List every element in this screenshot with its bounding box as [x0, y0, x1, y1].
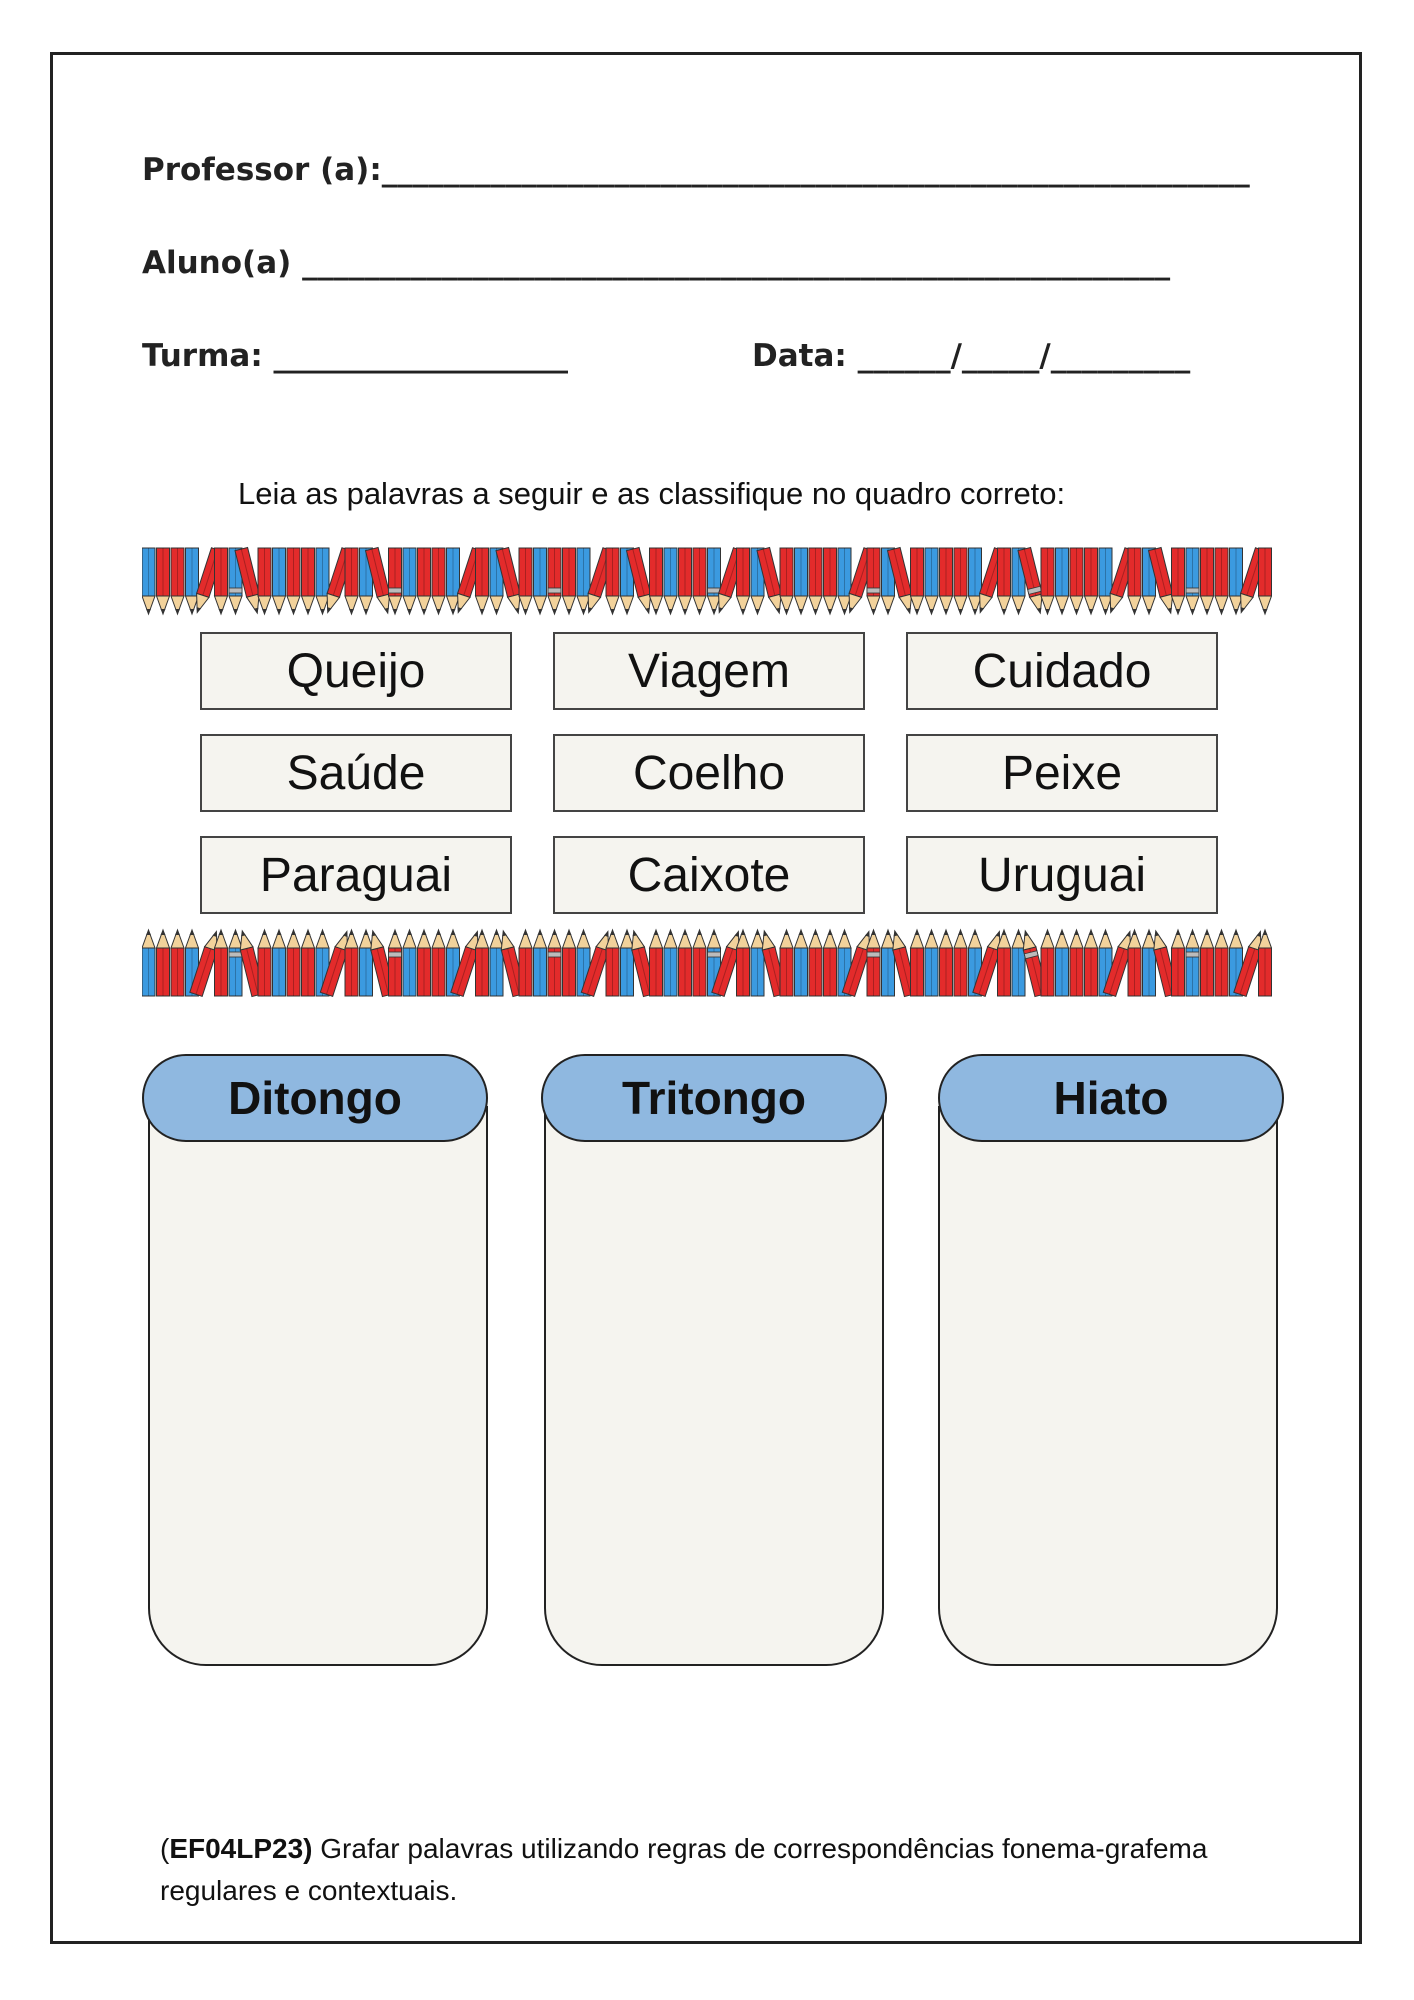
student-field[interactable]: Aluno(a) ________________________________________________________	[142, 245, 1171, 281]
pencil-icon	[664, 548, 677, 614]
pencil-icon	[519, 548, 532, 614]
pencil-icon	[563, 930, 576, 996]
skill-footnote	[160, 1828, 1280, 1912]
word-card[interactable]: Cuidado	[906, 632, 1218, 710]
pencil-icon	[258, 930, 271, 996]
pencil-icon	[142, 548, 155, 614]
pencil-icon	[1143, 930, 1156, 996]
pencil-icon	[679, 930, 692, 996]
pencil-icon	[650, 548, 663, 614]
pencil-icon	[954, 548, 967, 614]
pencil-icon	[171, 930, 184, 996]
class-field[interactable]: Turma: ___________________	[142, 338, 569, 374]
pencil-icon	[548, 548, 561, 614]
word-card[interactable]: Peixe	[906, 734, 1218, 812]
pencil-icon	[1201, 930, 1214, 996]
pencil-icon	[418, 548, 431, 614]
pencil-icon	[360, 930, 373, 996]
pencil-icon	[1041, 548, 1054, 614]
pencil-icon	[389, 930, 402, 996]
pencil-icon	[563, 548, 576, 614]
pencil-icon	[345, 548, 358, 614]
pencil-icon	[1186, 930, 1199, 996]
pencil-icon	[389, 548, 402, 614]
pencil-icon	[1070, 548, 1083, 614]
pencil-icon	[534, 548, 547, 614]
pencil-icon	[1056, 930, 1069, 996]
pencil-icon	[809, 548, 822, 614]
pencil-icon	[911, 548, 924, 614]
pencil-icon	[824, 548, 837, 614]
pencil-icon	[287, 930, 300, 996]
pencil-icon	[795, 930, 808, 996]
pencil-icon	[795, 548, 808, 614]
pencil-icon	[940, 930, 953, 996]
pencil-icon	[751, 930, 764, 996]
pencil-icon	[1085, 548, 1098, 614]
pencil-icon	[1215, 548, 1228, 614]
pencil-icon	[229, 930, 242, 996]
pencil-icon	[403, 930, 416, 996]
pencil-icon	[679, 548, 692, 614]
pencil-icon	[940, 548, 953, 614]
date-field[interactable]: Data: ______/_____/_________	[752, 338, 1191, 374]
pencil-icon	[1128, 548, 1141, 614]
word-card[interactable]: Viagem	[553, 632, 865, 710]
pencil-icon	[882, 930, 895, 996]
pencil-icon	[1215, 930, 1228, 996]
pencil-icon	[171, 548, 184, 614]
pencil-icon	[490, 930, 503, 996]
pencil-icon	[650, 930, 663, 996]
pencil-icon	[302, 548, 315, 614]
pencil-border-bottom	[142, 922, 1272, 1002]
pencil-icon	[1172, 548, 1185, 614]
pencil-icon	[1070, 930, 1083, 996]
pencil-icon	[621, 930, 634, 996]
pencil-icon	[925, 548, 938, 614]
pencil-icon	[911, 930, 924, 996]
pencil-icon	[867, 548, 880, 614]
pencil-icon	[215, 548, 228, 614]
pencil-icon	[1186, 548, 1199, 614]
hiato-answer-box[interactable]	[938, 1106, 1278, 1666]
pencil-icon	[302, 930, 315, 996]
pencil-icon	[476, 548, 489, 614]
pencil-icon	[1041, 930, 1054, 996]
skill-description: Grafar palavras utilizando regras de correspondências fonema-grafema regulares e contextuais.	[160, 1833, 1208, 1906]
pencil-icon	[273, 930, 286, 996]
tritongo-answer-box[interactable]	[544, 1106, 884, 1666]
pencil-icon	[1172, 930, 1185, 996]
pencil-icon	[824, 930, 837, 996]
pencil-border-top	[142, 544, 1272, 624]
word-card[interactable]: Uruguai	[906, 836, 1218, 914]
pencil-icon	[606, 548, 619, 614]
pencil-icon	[432, 548, 445, 614]
pencil-icon	[142, 930, 155, 996]
pencil-icon	[998, 548, 1011, 614]
pencil-icon	[1056, 548, 1069, 614]
pencil-icon	[273, 548, 286, 614]
pencil-icon	[157, 930, 170, 996]
ditongo-header: Ditongo	[142, 1054, 488, 1142]
pencil-icon	[258, 548, 271, 614]
pencil-icon	[432, 930, 445, 996]
word-card[interactable]: Paraguai	[200, 836, 512, 914]
pencil-icon	[780, 548, 793, 614]
pencil-icon	[693, 930, 706, 996]
pencil-icon	[287, 548, 300, 614]
pencil-icon	[1259, 548, 1272, 614]
pencil-icon	[954, 930, 967, 996]
hiato-header: Hiato	[938, 1054, 1284, 1142]
pencil-icon	[403, 548, 416, 614]
pencil-icon	[809, 930, 822, 996]
word-card[interactable]: Saúde	[200, 734, 512, 812]
pencil-icon	[664, 930, 677, 996]
pencil-icon	[780, 930, 793, 996]
pencil-icon	[1085, 930, 1098, 996]
pencil-icon	[737, 548, 750, 614]
instruction-text: Leia as palavras a seguir e as classifique no quadro correto:	[238, 476, 1066, 511]
pencil-icon	[519, 930, 532, 996]
tritongo-header: Tritongo	[541, 1054, 887, 1142]
pencil-icon	[534, 930, 547, 996]
pencil-icon	[693, 548, 706, 614]
ditongo-answer-box[interactable]	[148, 1106, 488, 1666]
pencil-icon	[1012, 930, 1025, 996]
word-card[interactable]: Coelho	[553, 734, 865, 812]
pencil-icon	[1201, 548, 1214, 614]
pencil-icon	[418, 930, 431, 996]
skill-code: EF04LP23)	[169, 1833, 313, 1864]
footnote-paren: (	[160, 1833, 170, 1864]
pencil-icon	[157, 548, 170, 614]
word-card[interactable]: Queijo	[200, 632, 512, 710]
word-card[interactable]: Caixote	[553, 836, 865, 914]
teacher-field[interactable]: Professor (a):________________________________________________________	[142, 152, 1250, 188]
pencil-icon	[548, 930, 561, 996]
pencil-icon	[925, 930, 938, 996]
